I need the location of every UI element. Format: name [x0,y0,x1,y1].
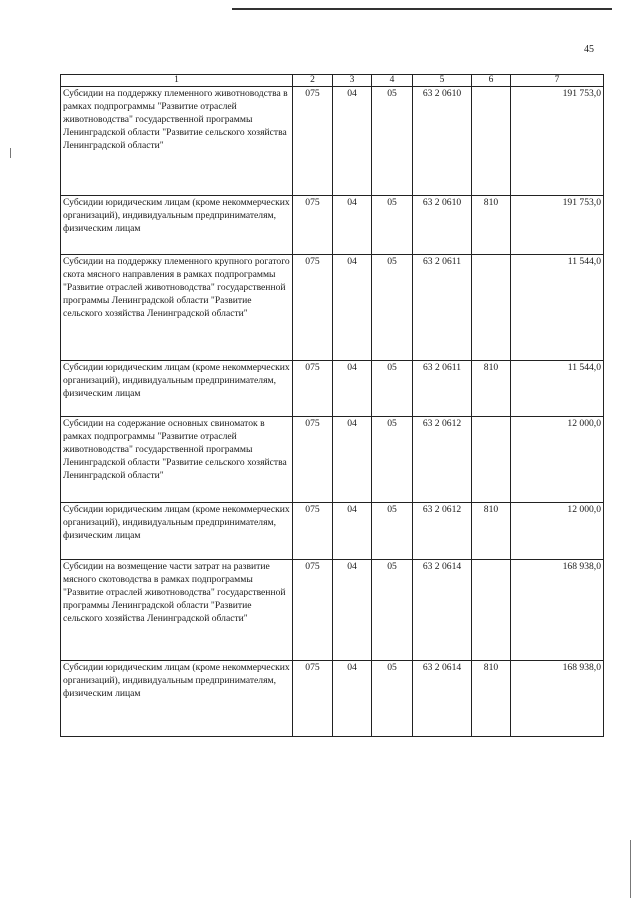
table-row [61,503,604,560]
row-code-5: 63 2 0610 [413,196,472,255]
row-code-6: 810 [472,361,511,417]
table-row [61,361,604,417]
row-code-2: 075 [293,417,333,503]
row-code-2: 075 [293,503,333,560]
table-row [61,661,604,737]
row-code-3: 04 [333,361,372,417]
table-row [61,560,604,661]
row-code-5: 63 2 0614 [413,661,472,737]
row-code-3: 04 [333,255,372,361]
row-name: Субсидии юридическим лицам (кроме некоммерческих организаций), индивидуальным предпринимателям, физическим лицам [61,196,293,255]
row-code-2: 075 [293,255,333,361]
row-code-5: 63 2 0614 [413,560,472,661]
row-amount: 11 544,0 [511,255,604,361]
row-name: Субсидии на поддержку племенного животноводства в рамках подпрограммы "Развитие отраслей животноводства" государственной программы Ленинградской области "Развитие сельского хозяйства Ленинградской области" [61,87,293,196]
page-number: 45 [584,44,594,55]
scan-mark-right [630,840,631,898]
row-code-6: 810 [472,503,511,560]
table-row [61,196,604,255]
row-code-5: 63 2 0612 [413,503,472,560]
row-code-5: 63 2 0611 [413,255,472,361]
row-code-3: 04 [333,196,372,255]
row-name: Субсидии на содержание основных свиноматок в рамках подпрограммы "Развитие отраслей животноводства" государственной программы Ленинградской области "Развитие сельского хозяйства Ленинградской области" [61,417,293,503]
row-code-4: 05 [372,361,413,417]
row-code-3: 04 [333,417,372,503]
row-code-2: 075 [293,196,333,255]
top-rule [232,8,612,10]
row-code-4: 05 [372,196,413,255]
row-code-6 [472,417,511,503]
row-code-2: 075 [293,560,333,661]
row-code-6: 810 [472,196,511,255]
row-code-4: 05 [372,661,413,737]
table-header-row [61,75,604,87]
header-cell: 4 [372,75,413,87]
table-row [61,255,604,361]
row-amount: 168 938,0 [511,560,604,661]
row-name: Субсидии на возмещение части затрат на развитие мясного скотоводства в рамках подпрограммы "Развитие отраслей животноводства" государственной программы Ленинградской области "Развитие сельского хозяйства Ленинградской области" [61,560,293,661]
row-amount: 191 753,0 [511,196,604,255]
budget-table [60,74,604,737]
row-amount: 191 753,0 [511,87,604,196]
header-cell: 1 [61,75,293,87]
header-cell: 7 [511,75,604,87]
row-code-2: 075 [293,361,333,417]
row-amount: 168 938,0 [511,661,604,737]
row-code-4: 05 [372,560,413,661]
table-row [61,87,604,196]
row-name: Субсидии на поддержку племенного крупного рогатого скота мясного направления в рамках подпрограммы "Развитие отраслей животноводства" государственной программы Ленинградской области "Развитие сельского хозяйства Ленинградской области" [61,255,293,361]
header-cell: 2 [293,75,333,87]
row-code-4: 05 [372,417,413,503]
row-amount: 12 000,0 [511,503,604,560]
row-code-3: 04 [333,661,372,737]
row-name: Субсидии юридическим лицам (кроме некоммерческих организаций), индивидуальным предпринимателям, физическим лицам [61,503,293,560]
header-cell: 5 [413,75,472,87]
row-code-2: 075 [293,87,333,196]
row-code-5: 63 2 0610 [413,87,472,196]
table-row [61,417,604,503]
row-amount: 12 000,0 [511,417,604,503]
header-cell: 3 [333,75,372,87]
row-code-6 [472,560,511,661]
row-name: Субсидии юридическим лицам (кроме некоммерческих организаций), индивидуальным предпринимателям, физическим лицам [61,361,293,417]
row-code-3: 04 [333,87,372,196]
row-code-5: 63 2 0611 [413,361,472,417]
row-code-3: 04 [333,503,372,560]
row-code-6: 810 [472,661,511,737]
row-code-6 [472,87,511,196]
row-name: Субсидии юридическим лицам (кроме некоммерческих организаций), индивидуальным предпринимателям, физическим лицам [61,661,293,737]
row-code-4: 05 [372,255,413,361]
row-code-2: 075 [293,661,333,737]
row-code-4: 05 [372,503,413,560]
row-code-3: 04 [333,560,372,661]
scan-mark-left [10,148,11,158]
row-code-4: 05 [372,87,413,196]
row-amount: 11 544,0 [511,361,604,417]
row-code-6 [472,255,511,361]
header-cell: 6 [472,75,511,87]
row-code-5: 63 2 0612 [413,417,472,503]
